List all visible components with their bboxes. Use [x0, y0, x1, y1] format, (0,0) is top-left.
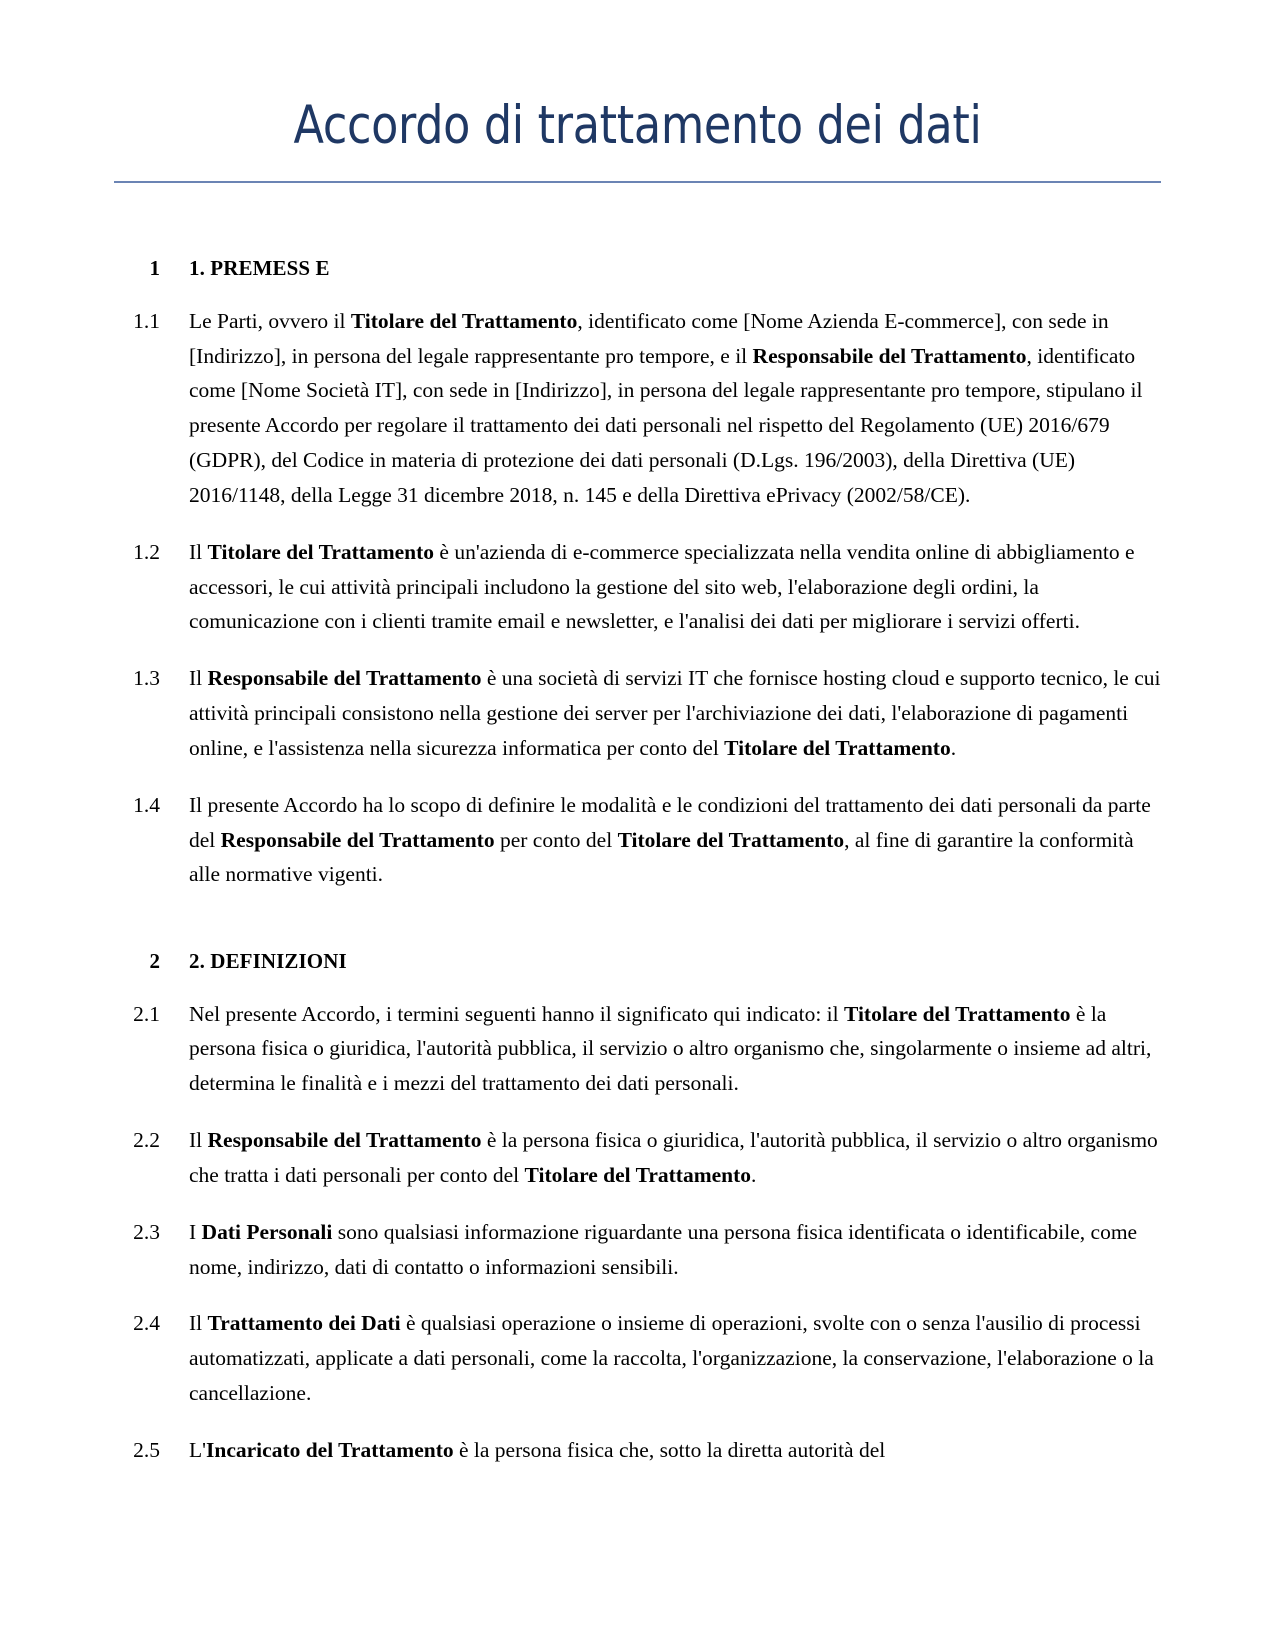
- text-run: Il: [189, 1128, 208, 1153]
- text-run: è qualsiasi operazione o insieme di operazioni, svolte con o senza l'ausilio di processi automatizzati, applicate a dati personali, come la raccolta, l'organizzazione, la conservazione, l'elaborazione o la cancellazione.: [189, 1311, 1154, 1406]
- defined-term: Trattamento dei Dati: [207, 1311, 401, 1336]
- clause: [112, 1433, 1163, 1468]
- text-run: Il: [189, 1311, 208, 1336]
- title-divider: [114, 181, 1161, 183]
- clause-number: 2.2: [133, 1128, 160, 1153]
- title-block: [0, 0, 1275, 183]
- sections-container: [112, 245, 1163, 1467]
- section-spacer: [112, 892, 1163, 938]
- clause-text: [189, 997, 1163, 1101]
- text-run: è la persona fisica o giuridica, l'autorità pubblica, il servizio o altro organismo che, singolarmente o insieme ad altri, determina le finalità e i mezzi del trattamento dei dati personali.: [189, 1001, 1152, 1096]
- clause-number: 1.2: [133, 539, 160, 564]
- defined-term: Responsabile del Trattamento: [220, 827, 495, 852]
- clause: [112, 997, 1163, 1101]
- defined-term: Titolare del Trattamento: [207, 539, 435, 564]
- clause: [112, 1215, 1163, 1285]
- text-run: Nel presente Accordo, i termini seguenti hanno il significato qui indicato: il: [189, 1001, 844, 1026]
- defined-term: Titolare del Trattamento: [617, 827, 845, 852]
- clause-number: 2.1: [133, 1001, 160, 1026]
- clause-number: 1.3: [133, 666, 160, 691]
- section-heading-text: 2. DEFINIZIONI: [189, 949, 347, 974]
- text-run: Il presente Accordo ha lo scopo di definire le modalità e le condizioni del trattamento dei dati personali da parte del: [189, 792, 1151, 852]
- clause: [112, 535, 1163, 639]
- text-run: Le Parti, ovvero il: [189, 308, 351, 333]
- clause-text: [189, 1215, 1163, 1285]
- section-heading-text: 1. PREMESS E: [189, 256, 330, 281]
- defined-term: Titolare del Trattamento: [350, 308, 578, 333]
- clause-number: 2.3: [133, 1219, 160, 1244]
- section-number: 2: [149, 949, 160, 974]
- clause: [112, 1306, 1163, 1410]
- defined-term: Responsabile del Trattamento: [207, 1128, 482, 1153]
- clause-number: 1.1: [133, 308, 160, 333]
- clause-text: [189, 1123, 1163, 1193]
- clause-text: [189, 304, 1163, 513]
- clause: [112, 304, 1163, 513]
- clause-number: 1.4: [133, 792, 160, 817]
- clause: [112, 1123, 1163, 1193]
- text-run: è la persona fisica che, sotto la diretta autorità del: [453, 1437, 886, 1462]
- defined-term: Responsabile del Trattamento: [207, 666, 482, 691]
- clause: [112, 788, 1163, 892]
- text-run: sono qualsiasi informazione riguardante una persona fisica identificata o identificabile, come nome, indirizzo, dati di contatto o informazioni sensibili.: [189, 1219, 1138, 1279]
- clause: [112, 661, 1163, 765]
- text-run: è la persona fisica o giuridica, l'autorità pubblica, il servizio o altro organismo che tratta i dati personali per conto del: [189, 1128, 1158, 1187]
- text-run: è un'azienda di e-commerce specializzata nella vendita online di abbigliamento e accessori, le cui attività principali includono la gestione del sito web, l'elaborazione degli ordini, la comunicazione con i clienti tramite email e newsletter, e l'analisi dei dati per migliorare i servizi offerti.: [189, 539, 1135, 634]
- text-run: Il: [189, 539, 208, 564]
- clause-text: [189, 661, 1163, 765]
- section-heading: [112, 245, 1163, 283]
- text-run: è una società di servizi IT che fornisce hosting cloud e supporto tecnico, le cui attività principali consistono nella gestione dei server per l'archiviazione dei dati, l'elaborazione di pagamenti online, e l'assistenza nella sicurezza informatica per conto del: [189, 666, 1161, 760]
- defined-term: Titolare del Trattamento: [844, 1001, 1071, 1026]
- text-run: , al fine di garantire la conformità alle normative vigenti.: [189, 827, 1134, 887]
- clause-text: [189, 1433, 1163, 1468]
- text-run: L': [189, 1437, 207, 1462]
- clause-number: 2.5: [133, 1437, 160, 1462]
- page-title: Accordo di trattamento dei dati: [293, 95, 982, 156]
- section-heading: [112, 938, 1163, 976]
- text-run: .: [751, 1162, 757, 1187]
- document-body: [0, 245, 1275, 1467]
- clause-text: [189, 535, 1163, 639]
- clause-number: 2.4: [133, 1311, 160, 1336]
- defined-term: Responsabile del Trattamento: [752, 343, 1027, 368]
- text-run: .: [950, 735, 957, 760]
- text-run: , identificato come [Nome Società IT], con sede in [Indirizzo], in persona del legale rappresentante pro tempore, stipulano il presente Accordo per regolare il trattamento dei dati personali nel rispetto del Regolamento (UE) 2016/679 (GDPR), del Codice in materia di protezione dei dati personali (D.Lgs. 196/2003), della Direttiva (UE) 2016/1148, della Legge 31 dicembre 2018, n. 145 e della Direttiva ePrivacy (2002/58/CE).: [189, 343, 1143, 507]
- clause-text: [189, 1306, 1163, 1410]
- defined-term: Incaricato del Trattamento: [206, 1437, 454, 1462]
- text-run: per conto del: [494, 827, 618, 852]
- defined-term: Titolare del Trattamento: [524, 1162, 752, 1187]
- text-run: I: [189, 1219, 202, 1244]
- clause-text: [189, 788, 1163, 892]
- defined-term: Dati Personali: [201, 1219, 333, 1244]
- section-number: 1: [149, 256, 160, 281]
- text-run: , identificato come [Nome Azienda E-commerce], con sede in [Indirizzo], in persona del legale rappresentante pro tempore, e il: [189, 308, 1109, 368]
- text-run: Il: [189, 666, 208, 691]
- defined-term: Titolare del Trattamento: [724, 735, 951, 760]
